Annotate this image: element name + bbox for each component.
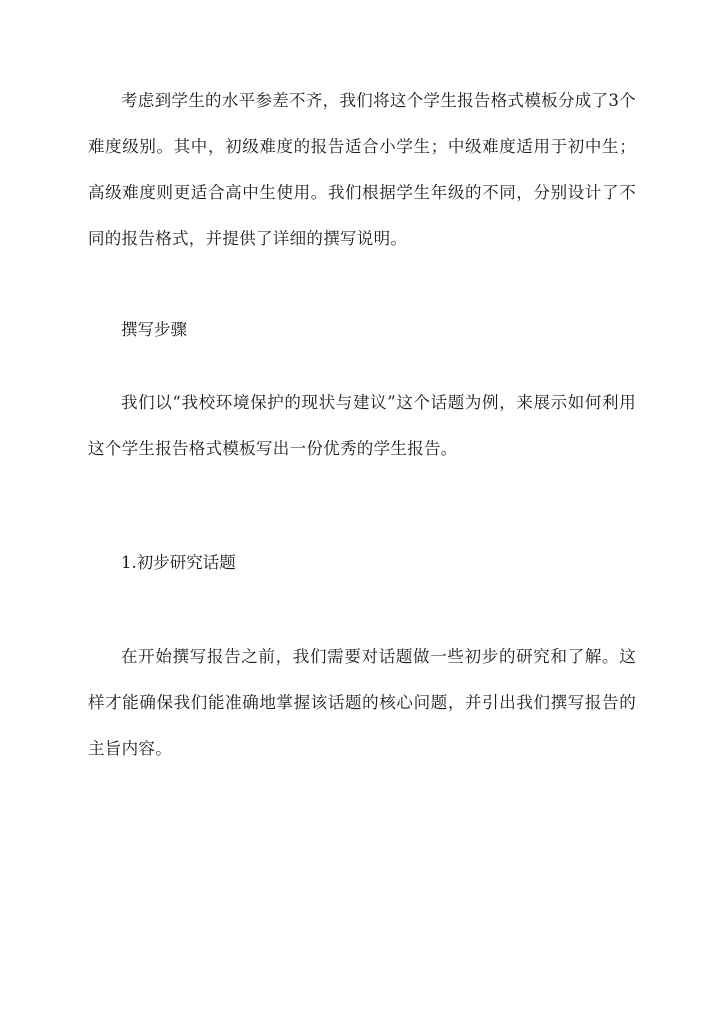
paragraph-initial-research: 在开始撰写报告之前，我们需要对话题做一些初步的研究和了解。这样才能确保我们能准确地掌握该话题的核心问题，并引出我们撰写报告的主旨内容。 [88, 647, 636, 758]
section-heading-writing-steps: 撰写步骤 [121, 320, 187, 339]
paragraph-difficulty-levels: 考虑到学生的水平参差不齐，我们将这个学生报告格式模板分成了3个难度级别。其中，初级难度的报告适合小学生；中级难度适用于初中生；高级难度则更适合高中生使用。我们根据学生年级的不同，分别设计了不同的报告格式，并提供了详细的撰写说明。 [88, 91, 636, 248]
subheading-initial-research: 1.初步研究话题 [121, 553, 236, 572]
paragraph-example-topic: 我们以“我校环境保护的现状与建议”这个话题为例，来展示如何利用这个学生报告格式模板写出一份优秀的学生报告。 [88, 393, 636, 458]
